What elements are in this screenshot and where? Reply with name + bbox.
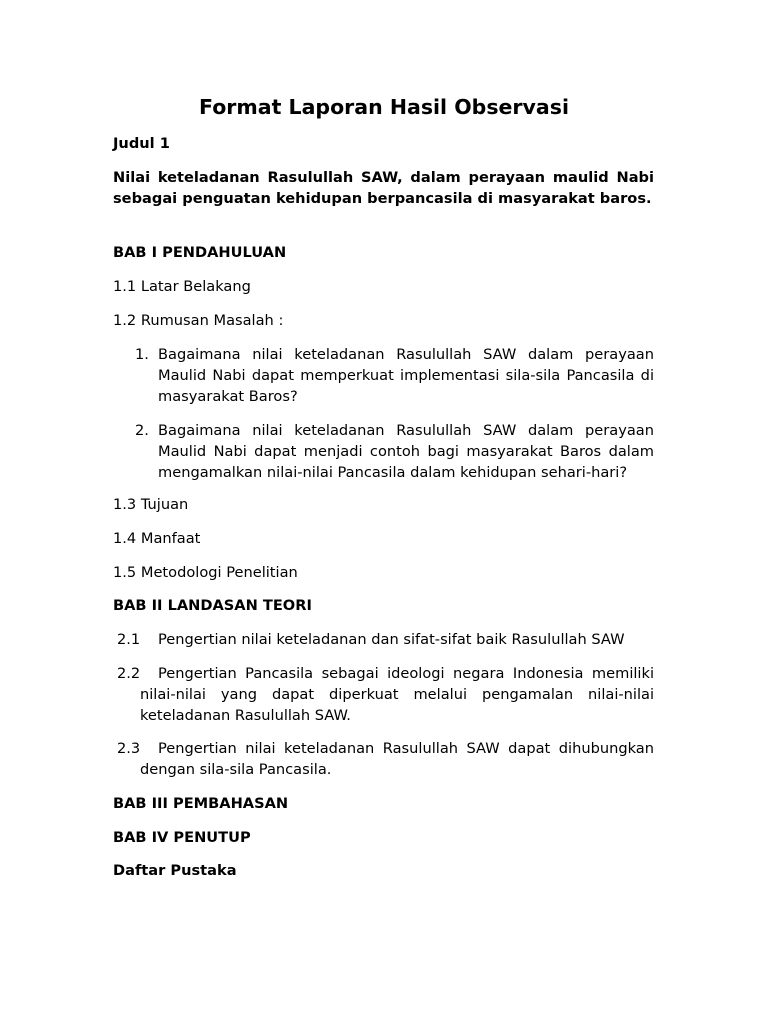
list-item-text: Bagaimana nilai keteladanan Rasulullah SAW dalam perayaan Maulid Nabi dapat menjadi contoh bagi masyarakat Baros dalam mengamalkan nilai-nilai Pancasila dalam kehidupan sehari-hari?: [158, 422, 654, 481]
section-1-4: 1.4 Manfaat: [113, 530, 201, 547]
document-title: Format Laporan Hasil Observasi: [199, 95, 569, 119]
list-item-text: Bagaimana nilai keteladanan Rasulullah SAW dalam perayaan Maulid Nabi dapat memperkuat implementasi sila-sila Pancasila di masyarakat Baros?: [158, 346, 654, 405]
list-item: [113, 421, 654, 483]
subsection-text: Pengertian nilai keteladanan dan sifat-sifat baik Rasulullah SAW: [158, 631, 625, 648]
subsection-text-first-line: Pengertian Pancasila sebagai ideologi negara Indonesia memiliki: [158, 665, 654, 682]
list-item-number: 1.: [135, 346, 149, 363]
subsection-2-3: [113, 739, 654, 781]
heading-bab-1: BAB I PENDAHULUAN: [113, 244, 287, 261]
section-1-5: 1.5 Metodologi Penelitian: [113, 564, 298, 581]
list-item-number: 2.: [135, 422, 149, 439]
section-1-2: 1.2 Rumusan Masalah :: [113, 312, 284, 329]
subsection-2-2: [113, 664, 654, 726]
judul-label: Judul 1: [113, 135, 170, 152]
heading-bab-4: BAB IV PENUTUP: [113, 829, 251, 846]
list-item: [113, 345, 654, 407]
subsection-text-first-line: Pengertian nilai keteladanan Rasulullah SAW dapat dihubungkan: [158, 740, 654, 757]
subsection-number: 2.3: [117, 740, 141, 757]
heading-bab-3: BAB III PEMBAHASAN: [113, 795, 289, 812]
subsection-number: 2.1: [117, 631, 141, 648]
heading-bab-2: BAB II LANDASAN TEORI: [113, 597, 312, 614]
heading-daftar-pustaka: Daftar Pustaka: [113, 862, 237, 879]
subsection-2-1: [113, 630, 654, 651]
section-1-3: 1.3 Tujuan: [113, 496, 189, 513]
judul-text: Nilai keteladanan Rasulullah SAW, dalam perayaan maulid Nabi sebagai penguatan kehidupan berpancasila di masyarakat baros.: [113, 169, 654, 207]
section-1-1: 1.1 Latar Belakang: [113, 278, 251, 295]
subsection-text-continued: dengan sila-sila Pancasila.: [140, 760, 332, 778]
subsection-number: 2.2: [117, 665, 141, 682]
subsection-text-continued: nilai-nilai yang dapat diperkuat melalui pengamalan nilai-nilai keteladanan Rasulullah SAW.: [140, 685, 654, 724]
